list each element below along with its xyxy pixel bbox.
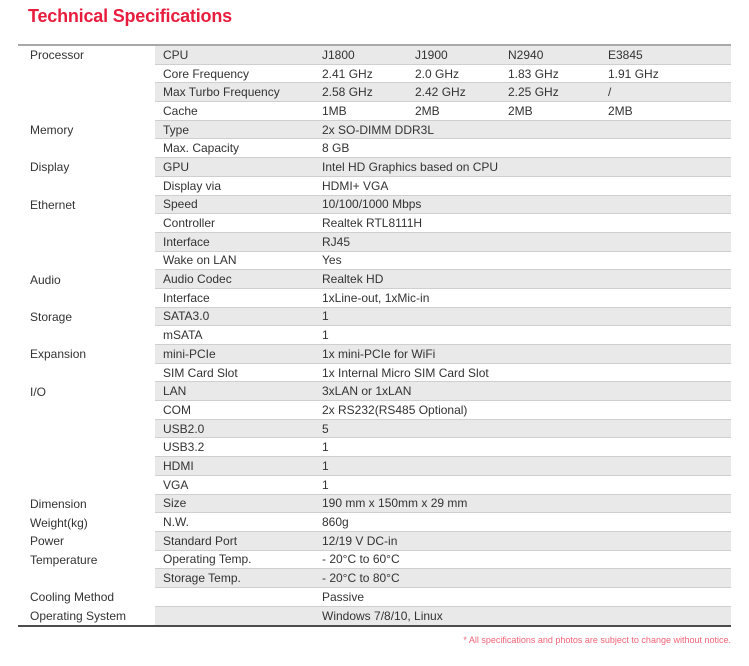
spec-name-cell: Max. Capacity — [163, 141, 240, 156]
table-row — [18, 532, 731, 551]
spec-row-body — [155, 588, 731, 607]
value-cell: Passive — [322, 589, 365, 604]
value-cell: 2x RS232(RS485 Optional) — [322, 402, 468, 417]
spec-row-body — [155, 46, 731, 65]
value-cell: J1900 — [415, 47, 448, 62]
table-row — [18, 345, 731, 364]
footnote: * All specifications and photos are subject to change without notice. — [463, 635, 731, 646]
spec-name-cell: Max Turbo Frequency — [163, 85, 280, 100]
category-cell — [18, 569, 155, 588]
value-cells — [322, 233, 731, 251]
value-cell: 8 GB — [322, 141, 350, 156]
spec-name-cell: mSATA — [163, 328, 203, 343]
value-cell: 10/100/1000 Mbps — [322, 197, 422, 212]
spec-row-body — [155, 83, 731, 102]
value-cells — [322, 382, 731, 400]
value-cell: Intel HD Graphics based on CPU — [322, 159, 499, 174]
value-cells — [322, 289, 731, 307]
table-row — [18, 83, 731, 102]
table-row — [18, 326, 731, 345]
value-cells — [322, 326, 731, 344]
value-cell: Windows 7/8/10, Linux — [322, 608, 443, 623]
category-cell — [18, 289, 155, 308]
table-row — [18, 420, 731, 439]
value-cells — [322, 457, 731, 475]
value-cells — [322, 401, 731, 419]
value-cell: 2.41 GHz — [322, 66, 373, 81]
value-cells — [322, 46, 731, 64]
category-cell — [18, 438, 155, 457]
spec-row-body — [155, 495, 731, 514]
value-cell: 1 — [322, 309, 329, 324]
spec-row-body — [155, 158, 731, 177]
spec-row-body — [155, 326, 731, 345]
spec-row-body — [155, 65, 731, 84]
spec-name-cell: HDMI — [163, 458, 194, 473]
table-row — [18, 569, 731, 588]
table-row — [18, 382, 731, 401]
value-cells — [322, 345, 731, 363]
value-cells — [322, 607, 731, 626]
value-cell: 1x mini-PCIe for WiFi — [322, 346, 436, 361]
spec-row-body — [155, 382, 731, 401]
value-cells — [322, 308, 731, 326]
category-cell: I/O — [18, 382, 155, 401]
category-cell: Dimension — [18, 495, 155, 514]
category-cell — [18, 214, 155, 233]
table-row — [18, 457, 731, 476]
spec-row-body — [155, 551, 731, 570]
value-cells — [322, 158, 731, 176]
value-cells — [322, 588, 731, 606]
spec-row-body — [155, 289, 731, 308]
spec-name-cell: VGA — [163, 477, 189, 492]
category-cell — [18, 139, 155, 158]
value-cell: 1xLine-out, 1xMic-in — [322, 290, 430, 305]
table-row — [18, 196, 731, 215]
spec-name-cell: Audio Codec — [163, 272, 232, 287]
spec-sheet-page — [0, 6, 749, 645]
category-cell — [18, 233, 155, 252]
spec-row-body — [155, 102, 731, 121]
table-row — [18, 270, 731, 289]
spec-row-body — [155, 364, 731, 383]
spec-name-cell: LAN — [163, 384, 187, 399]
value-cell: Yes — [322, 253, 342, 268]
value-cell: E3845 — [608, 47, 643, 62]
value-cell: 2MB — [415, 103, 440, 118]
spec-name-cell: Type — [163, 122, 190, 137]
category-cell — [18, 401, 155, 420]
spec-name-cell: Size — [163, 496, 187, 511]
spec-row-body — [155, 401, 731, 420]
category-cell: Ethernet — [18, 196, 155, 215]
value-cell: 1 — [322, 458, 329, 473]
value-cells — [322, 551, 731, 569]
spec-name-cell: Standard Port — [163, 533, 238, 548]
table-row — [18, 121, 731, 140]
value-cell: 1 — [322, 328, 329, 343]
value-cells — [322, 65, 731, 83]
value-cell: 1 — [322, 440, 329, 455]
value-cells — [322, 532, 731, 550]
spec-row-body — [155, 196, 731, 215]
value-cell: 2.25 GHz — [508, 85, 559, 100]
value-cells — [322, 252, 731, 270]
spec-name-cell: Cache — [163, 103, 198, 118]
value-cell: 2MB — [508, 103, 533, 118]
category-cell — [18, 252, 155, 271]
spec-row-body — [155, 476, 731, 495]
value-cells — [322, 83, 731, 101]
table-row — [18, 401, 731, 420]
table-row — [18, 438, 731, 457]
spec-row-body — [155, 252, 731, 271]
category-cell: Power — [18, 532, 155, 551]
spec-name-cell: SIM Card Slot — [163, 365, 238, 380]
category-cell: Operating System — [18, 607, 155, 626]
value-cell: N2940 — [508, 47, 544, 62]
spec-name-cell: Interface — [163, 234, 210, 249]
spec-name-cell: Core Frequency — [163, 66, 250, 81]
value-cells — [322, 495, 731, 513]
spec-name-cell: Display via — [163, 178, 222, 193]
value-cell: HDMI+ VGA — [322, 178, 389, 193]
value-cell: RJ45 — [322, 234, 351, 249]
table-row — [18, 102, 731, 121]
value-cells — [322, 177, 731, 195]
value-cell: - 20°C to 60°C — [322, 552, 400, 567]
value-cells — [322, 364, 731, 382]
category-cell: Expansion — [18, 345, 155, 364]
table-row — [18, 158, 731, 177]
category-cell — [18, 326, 155, 345]
value-cells — [322, 139, 731, 157]
value-cell: 1 — [322, 477, 329, 492]
value-cells — [322, 102, 731, 120]
spec-row-body — [155, 569, 731, 588]
spec-name-cell: Controller — [163, 216, 216, 231]
value-cell: 860g — [322, 515, 349, 530]
spec-name-cell: GPU — [163, 159, 190, 174]
spec-name-cell: Interface — [163, 290, 210, 305]
value-cell: 2MB — [608, 103, 633, 118]
value-cell: 12/19 V DC-in — [322, 533, 398, 548]
spec-name-cell: N.W. — [163, 515, 189, 530]
category-cell: Memory — [18, 121, 155, 140]
value-cell: 3xLAN or 1xLAN — [322, 384, 412, 399]
table-row — [18, 177, 731, 196]
value-cell: Realtek RTL8111H — [322, 216, 423, 231]
table-row — [18, 588, 731, 607]
spec-row-body — [155, 438, 731, 457]
spec-row-body — [155, 607, 731, 626]
spec-name-cell: mini-PCIe — [163, 346, 216, 361]
spec-row-body — [155, 270, 731, 289]
table-row — [18, 513, 731, 532]
spec-name-cell: Storage Temp. — [163, 571, 241, 586]
table-row — [18, 214, 731, 233]
spec-row-body — [155, 513, 731, 532]
spec-row-body — [155, 420, 731, 439]
value-cell: 2.58 GHz — [322, 85, 373, 100]
spec-row-body — [155, 177, 731, 196]
value-cell: Realtek HD — [322, 272, 384, 287]
category-cell — [18, 177, 155, 196]
spec-name-cell: USB2.0 — [163, 421, 205, 436]
table-row — [18, 364, 731, 383]
value-cells — [322, 270, 731, 288]
value-cell: 1.91 GHz — [608, 66, 659, 81]
table-row — [18, 233, 731, 252]
spec-name-cell — [155, 588, 322, 606]
category-cell — [18, 65, 155, 84]
table-row — [18, 65, 731, 84]
category-cell: Cooling Method — [18, 588, 155, 607]
value-cells — [322, 121, 731, 139]
category-cell: Storage — [18, 308, 155, 327]
category-cell: Audio — [18, 270, 155, 289]
spec-row-body — [155, 121, 731, 140]
category-cell — [18, 102, 155, 121]
table-row — [18, 139, 731, 158]
spec-row-body — [155, 233, 731, 252]
table-row — [18, 46, 731, 65]
category-cell: Weight(kg) — [18, 513, 155, 532]
value-cell: 2.0 GHz — [415, 66, 460, 81]
value-cell: 1MB — [322, 103, 347, 118]
value-cell: 1x Internal Micro SIM Card Slot — [322, 365, 489, 380]
value-cells — [322, 513, 731, 531]
value-cell: J1800 — [322, 47, 355, 62]
table-row — [18, 308, 731, 327]
category-cell: Display — [18, 158, 155, 177]
category-cell — [18, 457, 155, 476]
category-cell: Temperature — [18, 551, 155, 570]
spec-name-cell: SATA3.0 — [163, 309, 210, 324]
value-cells — [322, 196, 731, 214]
table-row — [18, 551, 731, 570]
value-cell: 1.83 GHz — [508, 66, 559, 81]
spec-name-cell: Operating Temp. — [163, 552, 252, 567]
category-cell: Processor — [18, 46, 155, 65]
spec-name-cell: Wake on LAN — [163, 253, 237, 268]
spec-row-body — [155, 214, 731, 233]
spec-name-cell — [155, 607, 322, 626]
spec-row-body — [155, 457, 731, 476]
value-cells — [322, 438, 731, 456]
table-row — [18, 289, 731, 308]
value-cell: 190 mm x 150mm x 29 mm — [322, 496, 468, 511]
spec-row-body — [155, 139, 731, 158]
spec-name-cell: USB3.2 — [163, 440, 205, 455]
spec-name-cell: Speed — [163, 197, 198, 212]
spec-name-cell: COM — [163, 402, 191, 417]
value-cell: 2x SO-DIMM DDR3L — [322, 122, 435, 137]
table-row — [18, 607, 731, 626]
spec-row-body — [155, 345, 731, 364]
category-cell — [18, 476, 155, 495]
value-cells — [322, 420, 731, 438]
value-cells — [322, 476, 731, 494]
category-cell — [18, 364, 155, 383]
value-cells — [322, 214, 731, 232]
spec-table — [18, 44, 731, 627]
spec-row-body — [155, 308, 731, 327]
value-cell: / — [608, 85, 612, 100]
value-cell: - 20°C to 80°C — [322, 571, 400, 586]
table-row — [18, 476, 731, 495]
category-cell — [18, 420, 155, 439]
category-cell — [18, 83, 155, 102]
value-cell: 5 — [322, 421, 329, 436]
value-cell: 2.42 GHz — [415, 85, 466, 100]
page-title: Technical Specifications — [28, 6, 232, 26]
value-cells — [322, 569, 731, 587]
table-row — [18, 495, 731, 514]
spec-name-cell: CPU — [163, 47, 189, 62]
spec-row-body — [155, 532, 731, 551]
table-row — [18, 252, 731, 271]
